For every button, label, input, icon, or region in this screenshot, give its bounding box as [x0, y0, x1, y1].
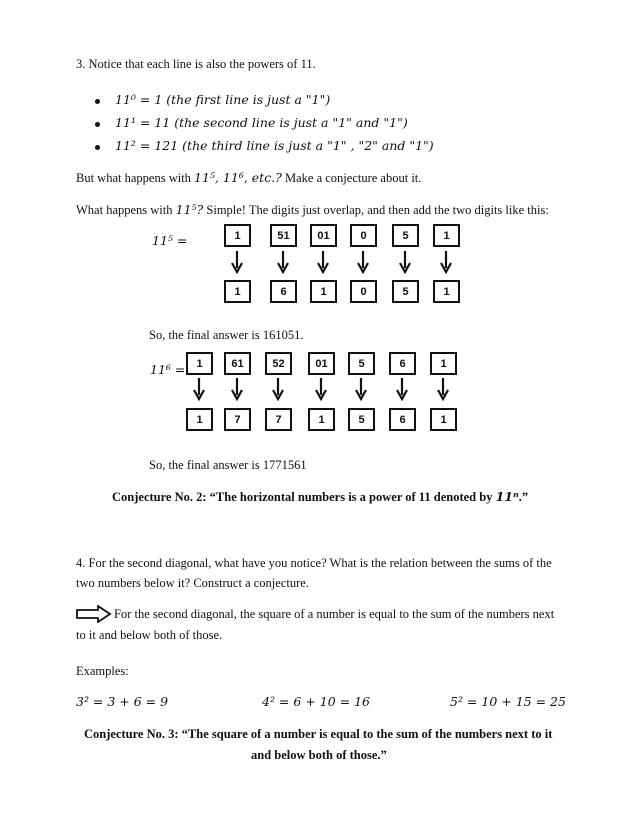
conjecture-3-line2: and below both of those.”	[251, 748, 387, 762]
diagram1-bottom-box: 5	[392, 280, 419, 303]
down-arrow-icon	[439, 251, 453, 275]
diagram2-bottom-box: 1	[430, 408, 457, 431]
down-arrow-icon	[316, 251, 330, 275]
diagram2-top-box: 1	[186, 352, 213, 375]
diagram2-bottom-box: 6	[389, 408, 416, 431]
bullet-power-1: 11¹ = 11 (the second line is just a "1" and "1")	[115, 115, 408, 130]
diagram1-top-box: 0	[350, 224, 377, 247]
down-arrow-icon	[271, 378, 285, 402]
diagram2-top-box: 1	[430, 352, 457, 375]
down-arrow-icon	[356, 251, 370, 275]
diagram1-bottom-box: 6	[270, 280, 297, 303]
diagram1-top-box: 01	[310, 224, 337, 247]
what-tail: Simple! The digits just overlap, and then add the two digits like this:	[203, 203, 549, 217]
diagram1-top-box: 5	[392, 224, 419, 247]
final-answer-2: So, the final answer is 1771561	[149, 458, 307, 472]
question-text: But what happens with	[76, 171, 195, 185]
conjecture-2	[112, 489, 528, 505]
down-arrow-icon	[395, 378, 409, 402]
question-tail: Make a conjecture about it.	[281, 171, 422, 185]
question-line	[76, 170, 421, 186]
conjecture-3-line1: Conjecture No. 3: “The square of a number is equal to the sum of the numbers next to it	[84, 727, 553, 741]
down-arrow-icon	[230, 251, 244, 275]
conjecture-2-math: 11ⁿ	[495, 489, 519, 504]
down-arrow-icon	[354, 378, 368, 402]
diagram2-bottom-box: 1	[308, 408, 335, 431]
diagram2-bottom-box: 5	[348, 408, 375, 431]
section3-intro: 3. Notice that each line is also the powers of 11.	[76, 57, 316, 71]
diagram2-label: 11⁶ =	[150, 362, 186, 377]
down-arrow-icon	[230, 378, 244, 402]
down-arrow-icon	[192, 378, 206, 402]
diagram1-top-box: 1	[224, 224, 251, 247]
diagram1-top-box: 51	[270, 224, 297, 247]
diagram1-top-box: 1	[433, 224, 460, 247]
what-happens-line	[76, 202, 549, 218]
down-arrow-icon	[398, 251, 412, 275]
diagram2-top-box: 52	[265, 352, 292, 375]
diagram1-bottom-box: 0	[350, 280, 377, 303]
bullet-power-0: 11⁰ = 1 (the first line is just a "1")	[115, 92, 331, 107]
down-arrow-icon	[276, 251, 290, 275]
conjecture-2-text: Conjecture No. 2: “The horizontal numbers is a power of 11 denoted by	[112, 490, 496, 504]
section4-intro-line1: 4. For the second diagonal, what have you notice? What is the relation between the sums of the	[76, 556, 552, 570]
example-5-squared: 5² = 10 + 15 = 25	[450, 694, 566, 709]
section4-answer-line1: For the second diagonal, the square of a number is equal to the sum of the numbers next	[114, 607, 555, 621]
final-answer-1: So, the final answer is 161051.	[149, 328, 304, 342]
diagram1-bottom-box: 1	[224, 280, 251, 303]
diagram2-top-box: 5	[348, 352, 375, 375]
what-math: 11⁵?	[175, 202, 204, 217]
diagram2-bottom-box: 7	[224, 408, 251, 431]
bullet-power-2: 11² = 121 (the third line is just a "1" , "2" and "1")	[115, 138, 434, 153]
diagram1-label: 11⁵ =	[152, 233, 188, 248]
section4-answer-line2: to it and below both of those.	[76, 628, 223, 642]
down-arrow-icon	[314, 378, 328, 402]
question-math: 11⁵, 11⁶, etc.?	[194, 170, 282, 185]
diagram2-top-box: 6	[389, 352, 416, 375]
bullet-dot	[95, 122, 100, 127]
diagram2-bottom-box: 1	[186, 408, 213, 431]
bullet-dot	[95, 145, 100, 150]
conjecture-2-tail: .”	[518, 490, 529, 504]
diagram1-bottom-box: 1	[433, 280, 460, 303]
diagram2-top-box: 01	[308, 352, 335, 375]
section4-intro-line2: two numbers below it? Construct a conjecture.	[76, 576, 309, 590]
example-4-squared: 4² = 6 + 10 = 16	[262, 694, 370, 709]
diagram2-top-box: 61	[224, 352, 251, 375]
diagram2-bottom-box: 7	[265, 408, 292, 431]
bullet-dot	[95, 99, 100, 104]
diagram1-bottom-box: 1	[310, 280, 337, 303]
what-text: What happens with	[76, 203, 176, 217]
examples-label: Examples:	[76, 664, 129, 678]
down-arrow-icon	[436, 378, 450, 402]
right-arrow-icon	[76, 605, 112, 623]
example-3-squared: 3² = 3 + 6 = 9	[76, 694, 169, 709]
